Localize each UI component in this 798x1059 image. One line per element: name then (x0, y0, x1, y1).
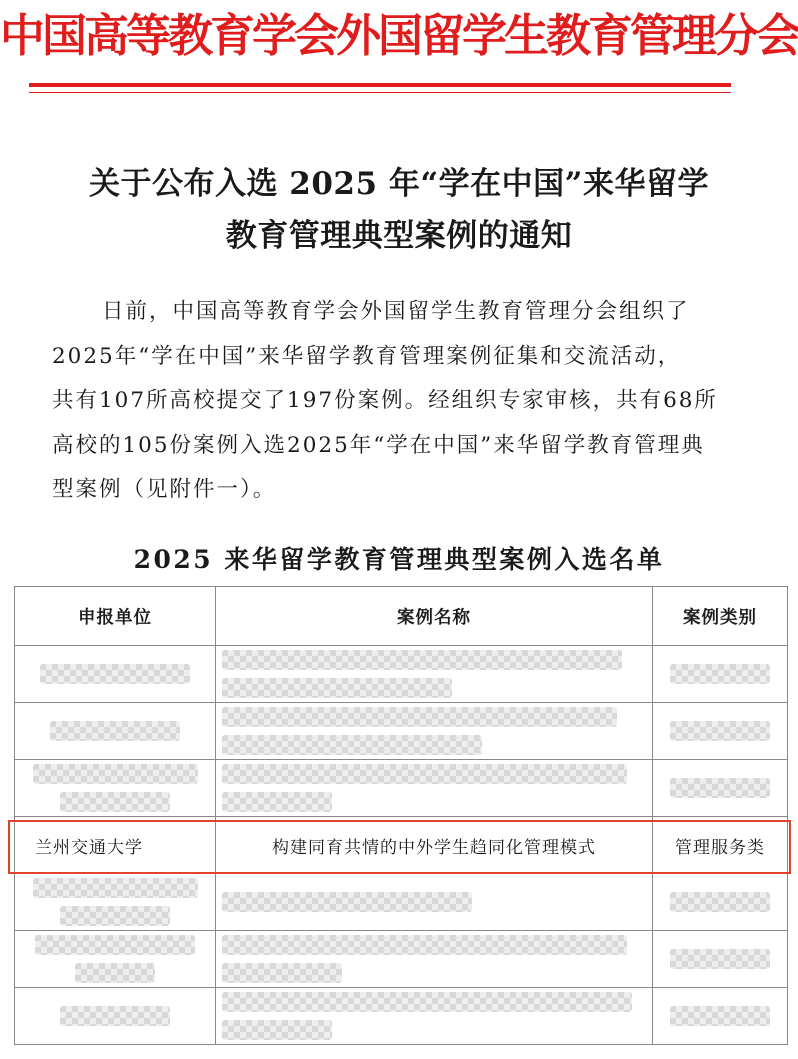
redacted-unit (15, 874, 216, 931)
letterhead-rule-thin (29, 92, 731, 93)
redacted-case-name (216, 703, 653, 760)
redacted-category (653, 760, 788, 817)
letterhead-rule-thick (29, 83, 731, 87)
case-unit: 兰州交通大学 (15, 817, 216, 874)
redacted-case-name (216, 988, 653, 1045)
redacted-case-name (216, 874, 653, 931)
case-list-title: 2025 来华留学教育管理典型案例入选名单 (133, 545, 665, 574)
redacted-category (653, 646, 788, 703)
notice-title-line-1: 关于公布入选 2025 年“学在中国”来华留学 (88, 166, 710, 202)
redacted-unit (15, 703, 216, 760)
table-header-row (15, 587, 788, 646)
table-row (15, 988, 788, 1045)
redacted-category (653, 703, 788, 760)
notice-body-line: 2025年“学在中国”来华留学教育管理案例征集和交流活动， (52, 343, 682, 369)
table-row (15, 874, 788, 931)
table-row (15, 703, 788, 760)
case-name: 构建同育共情的中外学生趋同化管理模式 (216, 817, 653, 874)
header-unit: 申报单位 (15, 587, 216, 646)
redacted-category (653, 931, 788, 988)
notice-body (52, 290, 752, 513)
notice-body-line: 型案例（见附件一）。 (52, 477, 277, 502)
notice-body-line: 日前，中国高等教育学会外国留学生教育管理分会组织了 (102, 299, 690, 324)
notice-title-line-2: 教育管理典型案例的通知 (225, 218, 573, 254)
redacted-category (653, 988, 788, 1045)
notice-body-line: 共有107所高校提交了197份案例。经组织专家审核，共有68所 (52, 388, 718, 413)
header-category: 案例类别 (653, 587, 788, 646)
redacted-unit (15, 931, 216, 988)
letterhead-org-name: 中国高等教育学会外国留学生教育管理分会 (0, 9, 798, 62)
redacted-case-name (216, 931, 653, 988)
redacted-case-name (216, 760, 653, 817)
redacted-case-name (216, 646, 653, 703)
table-row-highlighted (15, 817, 788, 874)
notice-body-line: 高校的105份案例入选2025年“学在中国”来华留学教育管理典 (52, 432, 705, 458)
table-row (15, 931, 788, 988)
redacted-unit (15, 646, 216, 703)
case-category: 管理服务类 (653, 817, 788, 874)
table-row (15, 760, 788, 817)
header-case-name: 案例名称 (216, 587, 653, 646)
redacted-category (653, 874, 788, 931)
redacted-unit (15, 760, 216, 817)
table-row (15, 646, 788, 703)
redacted-unit (15, 988, 216, 1045)
case-list-table (14, 586, 788, 1045)
